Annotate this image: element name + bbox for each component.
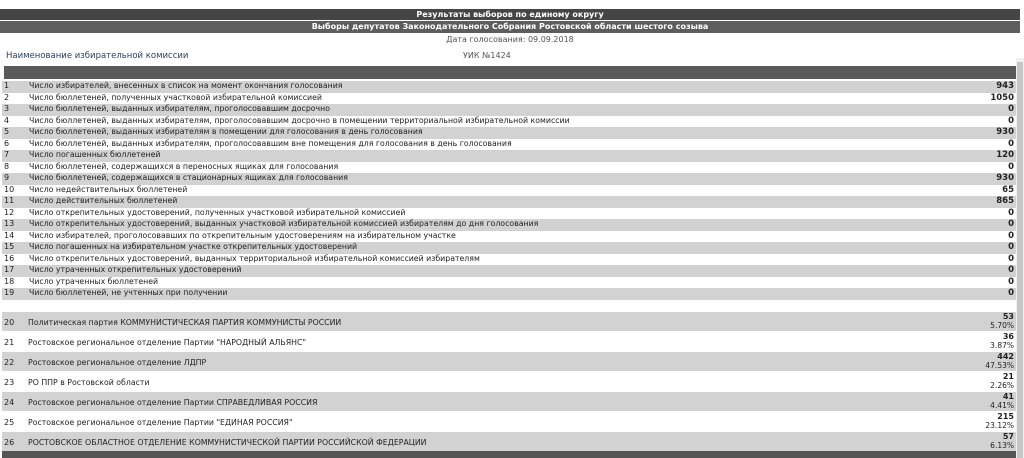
row-number: 12 bbox=[4, 207, 15, 217]
row-number: 5 bbox=[4, 127, 10, 136]
row-number: 11 bbox=[4, 196, 15, 205]
row-label: Число бюллетеней, содержащихся в стационарных ящиках для голосования bbox=[29, 173, 348, 182]
party-votes: 215 bbox=[997, 412, 1014, 421]
party-percent: 47.53% bbox=[985, 361, 1014, 370]
table-row bbox=[2, 81, 1016, 93]
party-percent: 6.13% bbox=[990, 441, 1014, 450]
table-row bbox=[2, 352, 1016, 371]
table-row bbox=[2, 332, 1016, 351]
table-row bbox=[2, 127, 1016, 139]
row-value: 1050 bbox=[990, 92, 1014, 103]
party-votes: 41 bbox=[1002, 392, 1014, 401]
commission-label: Наименование избирательной комиссии bbox=[6, 51, 189, 61]
row-value: 0 bbox=[1008, 230, 1014, 241]
party-percent: 23.12% bbox=[985, 421, 1014, 430]
row-value: 930 bbox=[996, 127, 1014, 137]
table-row bbox=[2, 412, 1016, 431]
party-name: Ростовское региональное отделение Партии "ЕДИНАЯ РОССИЯ" bbox=[28, 418, 293, 427]
row-label: Число бюллетеней, не учтенных при получении bbox=[29, 288, 228, 297]
party-votes: 53 bbox=[1002, 312, 1014, 321]
row-value: 930 bbox=[996, 173, 1014, 183]
row-number: 21 bbox=[4, 338, 15, 347]
table-row bbox=[2, 392, 1016, 411]
party-name: РОСТОВСКОЕ ОБЛАСТНОЕ ОТДЕЛЕНИЕ КОММУНИСТИЧЕСКОЙ ПАРТИИ РОССИЙСКОЙ ФЕДЕРАЦИИ bbox=[28, 438, 427, 447]
table-row bbox=[2, 93, 1016, 105]
table-row bbox=[2, 432, 1016, 451]
row-label: Число открепительных удостоверений, полученных участковой избирательной комиссией bbox=[29, 207, 406, 217]
row-number: 18 bbox=[4, 276, 15, 286]
row-number: 3 bbox=[4, 104, 10, 113]
row-number: 24 bbox=[4, 398, 15, 407]
party-votes: 36 bbox=[1002, 332, 1014, 341]
row-label: Число бюллетеней, полученных участковой избирательной комиссией bbox=[29, 92, 322, 102]
table-row bbox=[2, 312, 1016, 331]
table-row bbox=[2, 139, 1016, 151]
scrollbar-thumb[interactable] bbox=[1017, 62, 1023, 458]
party-percent: 2.26% bbox=[990, 381, 1014, 390]
voting-date-value: 09.09.2018 bbox=[527, 35, 574, 44]
row-label: Число погашенных бюллетеней bbox=[29, 150, 161, 159]
row-number: 9 bbox=[4, 173, 10, 182]
table-row bbox=[2, 173, 1016, 185]
row-number: 19 bbox=[4, 288, 15, 297]
row-label: Число утраченных бюллетеней bbox=[29, 276, 159, 286]
row-value: 65 bbox=[1002, 184, 1014, 195]
row-number: 20 bbox=[4, 318, 15, 327]
row-label: Число избирателей, проголосовавших по открепительным удостоверениям на избирательном участке bbox=[29, 230, 456, 240]
table-row bbox=[2, 208, 1016, 220]
party-votes: 442 bbox=[997, 352, 1014, 361]
row-value: 0 bbox=[1008, 242, 1014, 252]
table-bottom-band bbox=[2, 451, 1016, 458]
row-label: Число недействительных бюллетеней bbox=[29, 184, 188, 194]
row-value: 0 bbox=[1008, 265, 1014, 275]
table-row bbox=[2, 265, 1016, 277]
row-label: Число бюллетеней, выданных избирателям, проголосовавшим досрочно bbox=[29, 104, 331, 113]
row-value: 120 bbox=[996, 150, 1014, 160]
table-row bbox=[2, 116, 1016, 128]
row-value: 0 bbox=[1008, 253, 1014, 264]
table-row bbox=[2, 231, 1016, 243]
party-percent: 4.41% bbox=[990, 401, 1014, 410]
row-label: Число открепительных удостоверений, выданных территориальной избирательной комиссией избирателям bbox=[29, 253, 480, 263]
row-number: 2 bbox=[4, 92, 10, 102]
row-value: 943 bbox=[996, 81, 1014, 91]
row-number: 26 bbox=[4, 438, 15, 447]
table-row bbox=[2, 372, 1016, 391]
row-value: 0 bbox=[1008, 161, 1014, 172]
commission-name[interactable]: УИК №1424 bbox=[463, 51, 511, 60]
row-value: 0 bbox=[1008, 207, 1014, 218]
row-number: 1 bbox=[4, 81, 10, 90]
row-number: 8 bbox=[4, 161, 10, 171]
party-percent: 3.87% bbox=[990, 341, 1014, 350]
row-number: 22 bbox=[4, 358, 15, 367]
row-value: 0 bbox=[1008, 219, 1014, 229]
party-votes: 21 bbox=[1002, 372, 1014, 381]
row-label: Число действительных бюллетеней bbox=[29, 196, 178, 205]
party-name: РО ППР в Ростовской области bbox=[28, 378, 150, 387]
party-name: Политическая партия КОММУНИСТИЧЕСКАЯ ПАРТИЯ КОММУНИСТЫ РОССИИ bbox=[28, 318, 342, 327]
table-row bbox=[2, 288, 1016, 300]
table-row bbox=[2, 196, 1016, 208]
row-number: 13 bbox=[4, 219, 15, 228]
row-label: Число погашенных на избирательном участке открепительных удостоверений bbox=[29, 242, 358, 251]
table-row bbox=[2, 219, 1016, 231]
row-value: 865 bbox=[996, 196, 1014, 206]
row-value: 0 bbox=[1008, 115, 1014, 126]
row-value: 0 bbox=[1008, 104, 1014, 114]
table-row bbox=[2, 185, 1016, 197]
election-title: Выборы депутатов Законодательного Собрания Ростовской области шестого созыва bbox=[0, 21, 1020, 33]
row-label: Число избирателей, внесенных в список на момент окончания голосования bbox=[29, 81, 343, 90]
voting-date-label: Дата голосования: bbox=[446, 35, 526, 44]
row-number: 25 bbox=[4, 418, 15, 427]
row-number: 16 bbox=[4, 253, 15, 263]
row-label: Число бюллетеней, содержащихся в переносных ящиках для голосования bbox=[29, 161, 339, 171]
row-number: 15 bbox=[4, 242, 15, 251]
row-label: Число открепительных удостоверений, выданных участковой избирательной комиссией избирателям до дня голосования bbox=[29, 219, 539, 228]
row-number: 6 bbox=[4, 138, 10, 148]
row-number: 4 bbox=[4, 115, 10, 125]
row-label: Число бюллетеней, выданных избирателям, проголосовавшим вне помещения для голосования в день голосования bbox=[29, 138, 512, 148]
table-row bbox=[2, 104, 1016, 116]
row-number: 23 bbox=[4, 378, 15, 387]
table-row bbox=[2, 150, 1016, 162]
party-name: Ростовское региональное отделение ЛДПР bbox=[28, 358, 207, 367]
table-row bbox=[2, 277, 1016, 289]
row-number: 7 bbox=[4, 150, 10, 159]
row-label: Число бюллетеней, выданных избирателям в помещении для голосования в день голосования bbox=[29, 127, 423, 136]
results-title: Результаты выборов по единому округу bbox=[0, 9, 1020, 20]
row-value: 0 bbox=[1008, 138, 1014, 149]
row-label: Число утраченных открепительных удостоверений bbox=[29, 265, 242, 274]
row-number: 17 bbox=[4, 265, 15, 274]
row-number: 14 bbox=[4, 230, 15, 240]
party-name: Ростовское региональное отделение Партии "НАРОДНЫЙ АЛЬЯНС" bbox=[28, 338, 307, 347]
row-label: Число бюллетеней, выданных избирателям, проголосовавшим досрочно в помещении территориальной избирательной комиссии bbox=[29, 115, 570, 125]
table-row bbox=[2, 242, 1016, 254]
party-percent: 5.70% bbox=[990, 321, 1014, 330]
row-number: 10 bbox=[4, 184, 15, 194]
row-value: 0 bbox=[1008, 288, 1014, 298]
voting-date bbox=[0, 35, 1020, 44]
party-name: Ростовское региональное отделение Партии СПРАВЕДЛИВАЯ РОССИЯ bbox=[28, 398, 318, 407]
table-row bbox=[2, 254, 1016, 266]
table-row bbox=[2, 162, 1016, 174]
row-value: 0 bbox=[1008, 276, 1014, 287]
party-votes: 57 bbox=[1002, 432, 1014, 441]
table-header-band bbox=[4, 66, 1016, 79]
